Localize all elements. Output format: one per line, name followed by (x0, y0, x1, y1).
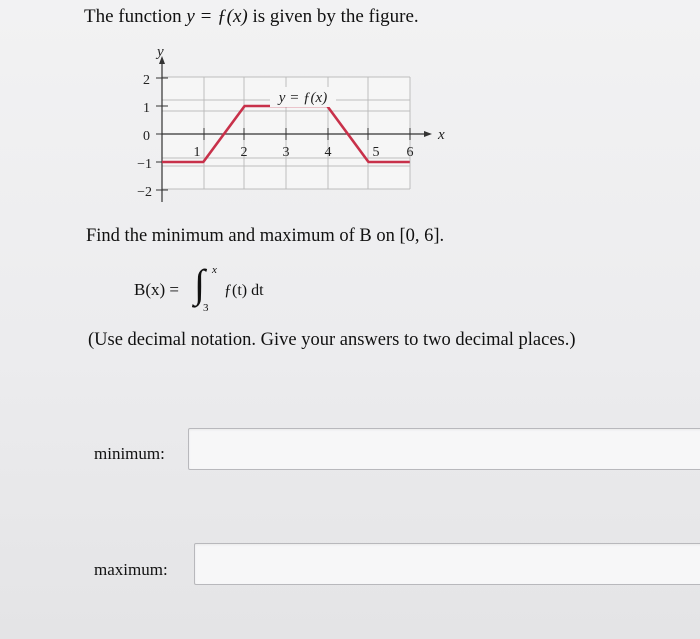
question-prompt (84, 6, 419, 28)
y-tick-label-0: 0 (143, 129, 150, 144)
y-tick-label-2: 2 (143, 73, 150, 88)
x-axis-label: x (438, 127, 445, 143)
x-axis-arrow-icon (424, 131, 432, 137)
formula-upper-limit: x (212, 264, 217, 276)
x-tick-label-5: 5 (372, 145, 380, 160)
y-tick-label-neg1: −1 (137, 157, 152, 172)
y-axis-label: y (157, 44, 164, 60)
minimum-answer-input[interactable] (188, 428, 700, 470)
maximum-label: maximum: (94, 560, 168, 579)
prompt-text-end: is given by the figure. (247, 6, 419, 27)
x-tick-label-1: 1 (193, 145, 201, 160)
formula-lower-limit: 3 (203, 302, 209, 314)
x-tick-label-6: 6 (406, 145, 414, 160)
minimum-label: minimum: (94, 444, 165, 463)
answer-format-note: (Use decimal notation. Give your answers to two decimal places.) (88, 330, 576, 350)
curve-label: y = ƒ(x) (278, 90, 328, 106)
prompt-text-start: The function (84, 6, 187, 27)
find-instruction: Find the minimum and maximum of B on [0, 6]. (86, 226, 445, 246)
x-tick-label-3: 3 (282, 145, 290, 160)
x-tick-label-2: 2 (240, 145, 248, 160)
y-tick-label-neg2: −2 (137, 185, 152, 200)
function-graph (120, 42, 450, 212)
maximum-answer-input[interactable] (194, 543, 700, 585)
prompt-function-notation: y = ƒ(x) (186, 6, 248, 27)
x-tick-label-4: 4 (324, 145, 332, 160)
integral-sign-icon: ∫ (194, 261, 205, 306)
formula-integrand: ƒ(t) dt (224, 282, 264, 299)
y-tick-label-1: 1 (143, 101, 150, 116)
integral-formula (134, 262, 324, 318)
formula-lhs: B(x) = (134, 280, 179, 299)
